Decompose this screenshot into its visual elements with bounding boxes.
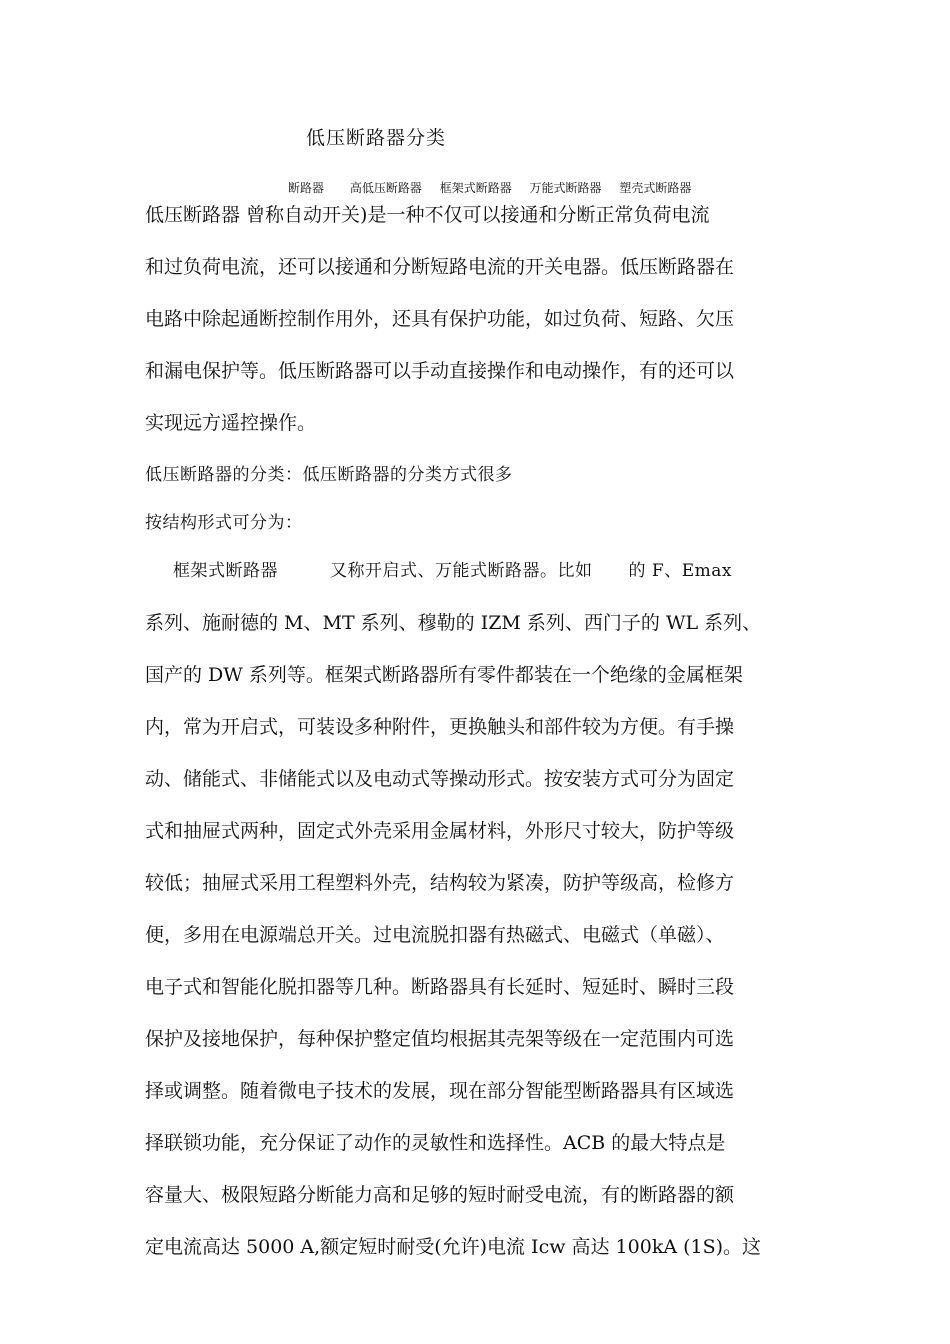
keyword-tags xyxy=(288,179,705,196)
paragraph-line: 和漏电保护等。低压断路器可以手动直接操作和电动操作，有的还可以 xyxy=(145,360,735,382)
classification-line: 低压断路器的分类：低压断路器的分类方式很多 xyxy=(145,465,513,485)
document-body xyxy=(145,197,810,1281)
tag[interactable]: 高低压断路器 xyxy=(349,181,422,195)
tag[interactable]: 万能式断路器 xyxy=(529,181,602,195)
paragraph-line: 实现远方遥控操作。 xyxy=(145,412,317,434)
brand-series: 的 F、Emax xyxy=(628,561,732,581)
tag[interactable]: 框架式断路器 xyxy=(439,181,512,195)
paragraph-line: 保护及接地保护，每种保护整定值均根据其壳架等级在一定范围内可选 xyxy=(145,1028,735,1050)
paragraph-line: 系列、施耐德的 M、MT 系列、穆勒的 IZM 系列、西门子的 WL 系列、 xyxy=(145,612,762,634)
paragraph-line: 低压断路器 曾称自动开关)是一种不仅可以接通和分断正常负荷电流 xyxy=(145,204,710,226)
tag[interactable]: 断路器 xyxy=(288,181,325,195)
paragraph-line: 容量大、极限短路分断能力高和足够的短时耐受电流，有的断路器的额 xyxy=(145,1184,735,1206)
structure-heading: 按结构形式可分为： xyxy=(145,513,303,533)
document-title: 低压断路器分类 xyxy=(306,127,447,149)
paragraph-line: 择或调整。随着微电子技术的发展，现在部分智能型断路器具有区域选 xyxy=(145,1080,735,1102)
paragraph-line: 动、储能式、非储能式以及电动式等操动形式。按安装方式可分为固定 xyxy=(145,768,735,790)
tag[interactable]: 塑壳式断路器 xyxy=(619,181,692,195)
paragraph-first-line xyxy=(145,553,810,605)
paragraph-line: 国产的 DW 系列等。框架式断路器所有零件都装在一个绝缘的金属框架 xyxy=(145,664,743,686)
paragraph-line: 和过负荷电流，还可以接通和分断短路电流的开关电器。低压断路器在 xyxy=(145,256,735,278)
term-frame-breaker: 框架式断路器 xyxy=(173,561,278,581)
paragraph-line: 电子式和智能化脱扣器等几种。断路器具有长延时、短延时、瞬时三段 xyxy=(145,976,735,998)
paragraph-line: 电路中除起通断控制作用外，还具有保护功能，如过负荷、短路、欠压 xyxy=(145,308,735,330)
paragraph-line: 便，多用在电源端总开关。过电流脱扣器有热磁式、电磁式（单磁）、 xyxy=(145,924,725,946)
term-definition: 又称开启式、万能式断路器。比如 xyxy=(330,561,593,581)
paragraph-line: 式和抽屉式两种，固定式外壳采用金属材料，外形尺寸较大，防护等级 xyxy=(145,820,735,842)
paragraph-line: 定电流高达 5000 A,额定短时耐受(允许)电流 Icw 高达 100kA (1S)。这 xyxy=(145,1236,762,1258)
paragraph-line: 内，常为开启式，可装设多种附件，更换触头和部件较为方便。有手操 xyxy=(145,716,735,738)
paragraph-line: 较低；抽屉式采用工程塑料外壳，结构较为紧凑，防护等级高，检修方 xyxy=(145,872,735,894)
paragraph-line: 择联锁功能，充分保证了动作的灵敏性和选择性。ACB 的最大特点是 xyxy=(145,1132,726,1154)
